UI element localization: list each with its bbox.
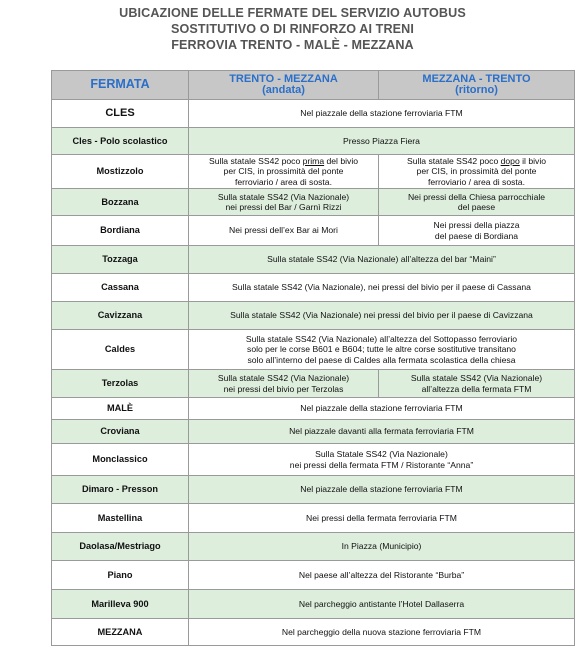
location-line: solo per le corse B601 e B604; tutte le altre corse sostitutive transitano [247, 344, 516, 355]
location-emphasis: prima [302, 155, 325, 166]
stop-location-outbound [189, 370, 379, 398]
table-row [52, 274, 575, 302]
location-line: Nei pressi della Chiesa parrocchiale [407, 191, 546, 202]
location-line: Sulla statale SS42 (Via Nazionale) all’altezza del Sottopasso ferroviario [245, 333, 518, 344]
table-row [52, 100, 575, 128]
location-line: per CIS, in prossimità del ponte [416, 166, 537, 177]
location-line [382, 156, 571, 167]
stop-name: Daolasa/Mestriago [52, 533, 189, 561]
header-stop: FERMATA [52, 71, 189, 100]
location-line: ferroviario / area di sosta. [428, 176, 525, 187]
table-header-row [52, 71, 575, 100]
stop-name: Piano [52, 561, 189, 590]
location-line: Nei pressi della piazza [433, 220, 520, 230]
stop-location: Nel parcheggio antistante l’Hotel Dallaserra [189, 590, 575, 619]
stop-location-return [379, 189, 575, 216]
stop-location: Sulla statale SS42 (Via Nazionale), nei pressi del bivio per il paese di Cassana [189, 274, 575, 302]
location-emphasis: dopo [500, 155, 520, 166]
stop-name: Mostizzolo [52, 155, 189, 189]
table-row [52, 561, 575, 590]
stop-location-return [379, 370, 575, 398]
stop-name: Cles - Polo scolastico [52, 128, 189, 155]
location-text: il bivio [519, 155, 547, 166]
location-line: ferroviario / area di sosta. [235, 176, 332, 187]
stop-name: Mastellina [52, 504, 189, 533]
location-line: Sulla Statale SS42 (Via Nazionale) [315, 449, 448, 459]
stops-table [51, 70, 575, 646]
stop-name: Cavizzana [52, 302, 189, 330]
location-line: per CIS, in prossimità del ponte [223, 166, 344, 177]
location-line: nei pressi del bivio per Terzolas [223, 383, 344, 394]
location-line: nei pressi del Bar / Garnì Rizzi [225, 202, 342, 212]
stop-location: Nel parcheggio della nuova stazione ferroviaria FTM [189, 619, 575, 646]
table-row [52, 398, 575, 420]
location-line: all’altezza della fermata FTM [421, 383, 532, 394]
table-row [52, 420, 575, 444]
stop-name: Caldes [52, 330, 189, 370]
stop-location: In Piazza (Municipio) [189, 533, 575, 561]
location-line: Sulla statale SS42 (Via Nazionale) [410, 373, 543, 383]
header-return-route: MEZZANA - TRENTO [422, 72, 531, 85]
stop-name: Dimaro - Presson [52, 476, 189, 504]
stop-location: Nel piazzale della stazione ferroviaria FTM [189, 398, 575, 420]
location-line: nei pressi della fermata FTM / Ristorante “Anna” [289, 459, 474, 470]
table-row [52, 330, 575, 370]
stop-location [189, 330, 575, 370]
stop-name: Bozzana [52, 189, 189, 216]
stop-name: Marilleva 900 [52, 590, 189, 619]
stop-name: Terzolas [52, 370, 189, 398]
stop-location: Sulla statale SS42 (Via Nazionale) all’altezza del bar “Maini” [189, 246, 575, 274]
table-row [52, 302, 575, 330]
stop-location: Nel piazzale della stazione ferroviaria FTM [189, 476, 575, 504]
stop-location-return [379, 155, 575, 189]
table-row [52, 128, 575, 155]
stop-location: Nel paese all’altezza del Ristorante “Burba” [189, 561, 575, 590]
stop-location: Nel piazzale davanti alla fermata ferroviaria FTM [189, 420, 575, 444]
stop-location [189, 444, 575, 476]
location-line: Sulla statale SS42 (Via Nazionale) [217, 191, 350, 202]
stop-location-outbound: Nei pressi dell’ex Bar ai Mori [189, 216, 379, 246]
stop-name: Monclassico [52, 444, 189, 476]
location-line [192, 156, 375, 167]
stop-name: Cassana [52, 274, 189, 302]
header-outbound [189, 71, 379, 100]
document-title [0, 0, 585, 53]
stop-name: Bordiana [52, 216, 189, 246]
stop-location-outbound [189, 189, 379, 216]
stop-location: Nel piazzale della stazione ferroviaria FTM [189, 100, 575, 128]
stop-location: Presso Piazza Fiera [189, 128, 575, 155]
location-text: Sulla statale SS42 poco [406, 155, 501, 166]
table-row [52, 504, 575, 533]
stop-name: Croviana [52, 420, 189, 444]
stop-location-return [379, 216, 575, 246]
table-row [52, 533, 575, 561]
location-line: del paese [457, 202, 496, 212]
stop-name: Tozzaga [52, 246, 189, 274]
title-line-1: UBICAZIONE DELLE FERMATE DEL SERVIZIO AUTOBUS [119, 6, 466, 20]
header-return [379, 71, 575, 100]
location-line: del paese di Bordiana [434, 230, 519, 241]
table-row [52, 590, 575, 619]
table-row [52, 216, 575, 246]
table-row [52, 370, 575, 398]
header-return-note: (ritorno) [455, 84, 498, 96]
location-line: Sulla statale SS42 (Via Nazionale) [217, 373, 350, 383]
table-row [52, 444, 575, 476]
stop-location: Nei pressi della fermata ferroviaria FTM [189, 504, 575, 533]
table-row [52, 246, 575, 274]
header-outbound-route: TRENTO - MEZZANA [229, 72, 338, 85]
stop-location: Sulla statale SS42 (Via Nazionale) nei pressi del bivio per il paese di Cavizzana [189, 302, 575, 330]
stop-name: MEZZANA [52, 619, 189, 646]
table-row [52, 155, 575, 189]
title-line-3: FERROVIA TRENTO - MALÈ - MEZZANA [171, 38, 414, 52]
table-row [52, 189, 575, 216]
title-line-2: SOSTITUTIVO O DI RINFORZO AI TRENI [171, 22, 414, 36]
table-row [52, 476, 575, 504]
location-line: solo all’interno del paese di Caldes alla fermata scolastica della chiesa [247, 354, 516, 365]
location-text: del bivio [324, 155, 359, 166]
header-outbound-note: (andata) [262, 84, 305, 96]
table-row [52, 619, 575, 646]
location-text: Sulla statale SS42 poco [208, 155, 303, 166]
stop-name: MALÈ [52, 398, 189, 420]
stop-name: CLES [52, 100, 189, 128]
stop-location-outbound [189, 155, 379, 189]
